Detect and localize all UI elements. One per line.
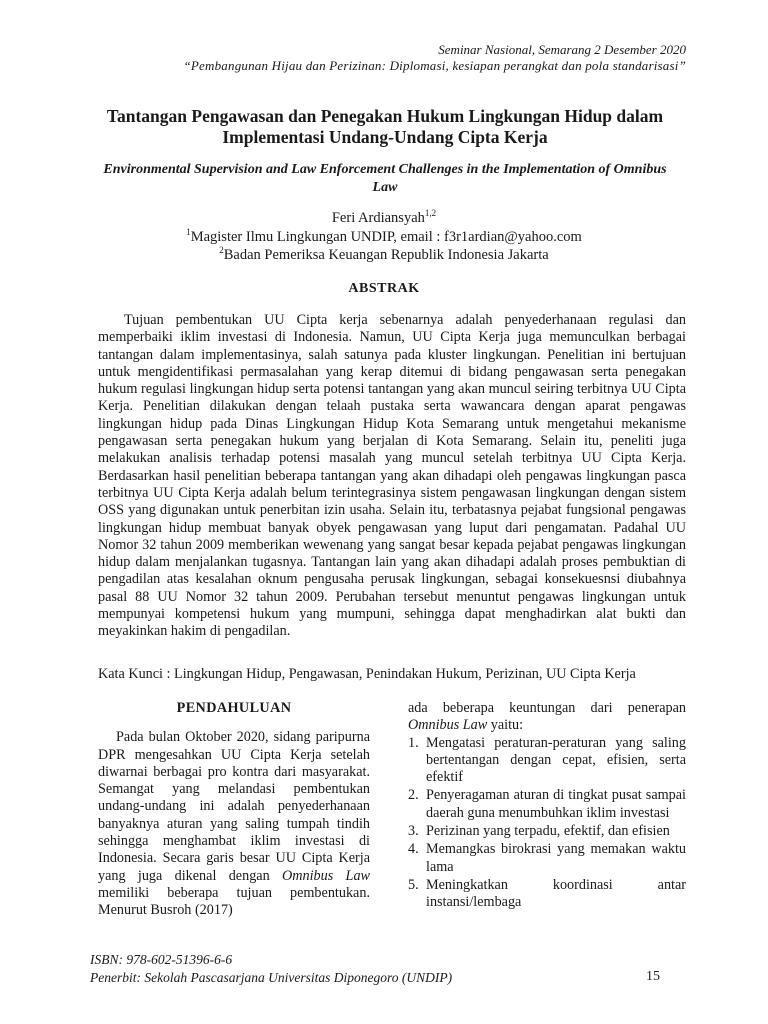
keywords: Kata Kunci : Lingkungan Hidup, Pengawasan, Penindakan Hukum, Perizinan, UU Cipta Kerja	[98, 666, 636, 682]
author-name: Feri Ardiansyah	[331, 210, 425, 226]
list-item-number: 1.	[408, 734, 419, 751]
list-item-text: Memangkas birokrasi yang memakan waktu lama	[426, 841, 686, 875]
footer-isbn: ISBN: 978-602-51396-6-6	[90, 952, 233, 967]
benefits-list	[408, 735, 686, 912]
right-column	[408, 700, 686, 913]
paper-title: Tantangan Pengawasan dan Penegakan Hukum Lingkungan Hidup dalam Implementasi Undang-Undang Cipta Kerja	[106, 106, 664, 147]
intro-text-a: Pada bulan Oktober 2020, sidang paripurna DPR mengesahkan UU Cipta Kerja setelah diwarnai berbagai pro kontra dari masyarakat. Semangat yang melandasi pembentukan undang-undang ini adalah penyederhanaan banyaknya aturan yang saling tumpah tindih sehingga menghambat iklim investasi di Indonesia. Secara garis besar UU Cipta Kerja yang juga dikenal dengan	[98, 729, 370, 884]
list-item-number: 4.	[408, 841, 419, 858]
list-item	[408, 787, 686, 822]
lead-text-a: ada beberapa keuntungan dari penerapan	[408, 700, 686, 716]
intro-italic-term: Omnibus Law	[282, 867, 370, 884]
affiliation-2-text: Badan Pemeriksa Keuangan Republik Indonesia Jakarta	[223, 247, 549, 263]
author-line	[0, 209, 768, 227]
list-item-number: 5.	[408, 876, 419, 893]
list-item	[408, 841, 686, 876]
list-item-number: 3.	[408, 823, 419, 840]
list-item	[408, 823, 686, 840]
list-item	[408, 877, 686, 912]
running-header-event: Seminar Nasional, Semarang 2 Desember 2020	[438, 42, 686, 57]
footer-publisher: Penerbit: Sekolah Pascasarjana Universitas Diponegoro (UNDIP)	[90, 970, 453, 985]
introduction-paragraph	[98, 729, 370, 919]
list-lead-paragraph	[408, 700, 686, 735]
list-item	[408, 735, 686, 787]
running-header-theme: “Pembangunan Hijau dan Perizinan: Diplomasi, kesiapan perangkat dan pola standarisasi”	[183, 58, 686, 73]
affiliation-2	[0, 246, 768, 264]
lead-text-b: yaitu:	[487, 717, 524, 734]
page-number: 15	[646, 969, 660, 984]
affiliation-1-marker: 1	[186, 227, 191, 238]
introduction-heading: PENDAHULUAN	[176, 700, 292, 716]
list-item-text: Perizinan yang terpadu, efektif, dan efisien	[426, 823, 670, 840]
intro-text-b: memiliki beberapa tujuan pembentukan. Menurut Busroh (2017)	[98, 884, 370, 919]
left-column	[98, 700, 370, 920]
affiliation-2-marker: 2	[219, 245, 224, 256]
list-item-text: Meningkatkan koordinasi antar instansi/lembaga	[426, 876, 686, 911]
affiliation-1-text: Magister Ilmu Lingkungan UNDIP, email : f3r1ardian@yahoo.com	[190, 229, 582, 245]
abstract-text: Tujuan pembentukan UU Cipta kerja sebenarnya adalah penyederhanaan regulasi dan memperbaiki iklim investasi di Indonesia. Namun, UU Cipta Kerja juga memunculkan berbagai tantangan dalam implementasinya, salah satunya pada kluster lingkungan. Penelitian ini bertujuan untuk mengidentifikasi permasalahan yang kerap ditemui di bidang pengawasan serta penegakan hukum regulasi lingkungan hidup serta potensi tantangan yang akan muncul seiring terbitnya UU Cipta Kerja. Penelitian dilakukan dengan telaah pustaka serta wawancara dengan aparat pengawas lingkungan hidup pada Dinas Lingkungan Hidup Kota Semarang untuk mengetahui mekanisme pengawasan serta penegakan hukum yang berjalan di Kota Semarang. Selain itu, peneliti juga melakukan analisis terhadap potensi masalah yang muncul setelah terbitnya UU Cipta Kerja. Berdasarkan hasil penelitian beberapa tantangan yang akan dihadapi oleh pengawas lingkungan pasca terbitnya UU Cipta Kerja adalah belum terintegrasinya sistem pengawasan lingkungan dengan sistem OSS yang digunakan untuk penerbitan izin usaha. Selain itu, terbatasnya pejabat fungsional pengawas lingkungan hidup membuat banyak obyek pengawasan yang luput dari pengamatan. Padahal UU Nomor 32 tahun 2009 memberikan wewenang yang sangat besar kepada pejabat pengawas lingkungan hidup dalam menjalankan tugasnya. Tantangan lain yang akan dihadapi adalah proses pembuktian di pengadilan atas kesalahan oknum pengusaha perusak lingkungan, sebagai konsekuesnsi diubahnya pasal 88 UU Nomor 32 tahun 2009. Perubahan tersebut menuntut pengawas lingkungan untuk mempunyai kompetensi hukum yang mumpuni, sehingga dapat menghadirkan alat bukti dan meyakinkan hakim di pengadilan.	[98, 312, 686, 640]
abstract-heading: ABSTRAK	[348, 281, 420, 296]
lead-italic-term: Omnibus Law	[408, 717, 488, 734]
list-item-text: Mengatasi peraturan-peraturan yang saling bertentangan dengan cepat, efisien, serta efektif	[426, 734, 686, 786]
paper-subtitle: Environmental Supervision and Law Enforcement Challenges in the Implementation of Omnibus Law	[103, 162, 667, 195]
list-item-number: 2.	[408, 787, 419, 804]
affiliation-1	[0, 228, 768, 246]
list-item-text: Penyeragaman aturan di tingkat pusat sampai daerah guna menumbuhkan iklim investasi	[426, 787, 686, 821]
author-superscript: 1,2	[424, 208, 437, 219]
